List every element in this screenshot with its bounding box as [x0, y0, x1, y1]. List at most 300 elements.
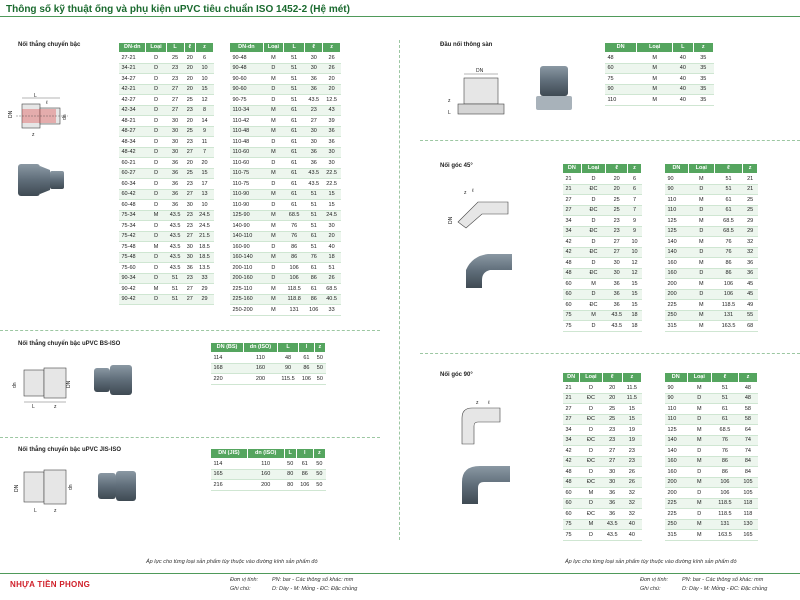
table-cell: 36 [305, 147, 323, 158]
table-cell: M [146, 242, 166, 253]
table-cell: ĐC [580, 393, 602, 404]
reducer-label-L: L [34, 93, 37, 99]
table-cell: 160-140 [230, 252, 264, 263]
table-row [563, 467, 642, 478]
footer-note-right: Ghi chú: D: Dày - M: Mỏng - ĐC: Đặc chủng [640, 586, 768, 592]
table-cell: 110 [665, 414, 688, 425]
table-row [665, 477, 758, 488]
table-cell: 110-90 [230, 189, 264, 200]
table-row [119, 95, 214, 106]
table-cell: 35 [693, 74, 713, 85]
table-row [230, 53, 341, 64]
table-cell: 11 [196, 137, 214, 148]
table-cell: 43.5 [166, 210, 184, 221]
table-cell: 48 [563, 467, 580, 478]
footer-unit-right: Đơn vị tính: PN: bar - Các thông số khác: mm [640, 577, 764, 583]
table-cell: 30 [184, 242, 195, 253]
table-cell: 106 [283, 263, 305, 274]
table-cell: D [146, 200, 166, 211]
table-cell: D [263, 242, 283, 253]
table-row [665, 268, 758, 279]
table-cell: 25 [743, 205, 758, 216]
table-row [605, 63, 714, 74]
table-cell: 160 [247, 469, 284, 480]
table-cell: M [146, 284, 166, 295]
table-cell: 30 [184, 200, 195, 211]
table-cell: D [263, 84, 283, 95]
table-cell: 30 [166, 147, 184, 158]
floor-table [604, 42, 714, 106]
table-cell: 50 [313, 469, 325, 480]
table-cell: D [581, 289, 606, 300]
table-cell: 60-42 [119, 189, 146, 200]
table-cell: D [263, 137, 283, 148]
table-cell: 30 [602, 467, 622, 478]
table-cell: 200 [244, 374, 278, 385]
table-cell: M [263, 231, 283, 242]
table-cell: 36 [166, 158, 184, 169]
table-cell: 27 [166, 105, 184, 116]
table-cell: 20 [184, 116, 195, 127]
table-cell: 40 [622, 519, 641, 530]
table-cell: 110 [665, 195, 689, 206]
table-cell: 8 [196, 105, 214, 116]
table-row [563, 237, 642, 248]
table-cell: 64 [738, 425, 757, 436]
table-cell: 68.5 [323, 284, 341, 295]
table-cell: D [688, 226, 714, 237]
table-cell: M [263, 105, 283, 116]
table-cell: 33 [323, 305, 341, 316]
table-cell: 90 [605, 84, 637, 95]
elbow45-table-right [664, 163, 758, 332]
table-cell: 42-34 [119, 105, 146, 116]
table-cell: 160 [244, 363, 278, 374]
table-cell: 106 [714, 289, 743, 300]
table-cell: 125 [665, 226, 689, 237]
table-cell: 50 [313, 459, 325, 470]
reducer-col-header: ℓ [305, 43, 323, 53]
table-cell: 86 [296, 469, 313, 480]
table-cell: ĐC [580, 414, 602, 425]
table-cell: 61 [283, 189, 305, 200]
table-cell: 200 [665, 279, 689, 290]
table-cell: M [263, 147, 283, 158]
table-row [119, 84, 214, 95]
table-cell: D [581, 174, 606, 185]
table-cell: M [263, 74, 283, 85]
svg-text:ℓ: ℓ [488, 400, 490, 406]
table-cell: 51 [283, 74, 305, 85]
table-row [563, 530, 642, 541]
table-cell: 27 [606, 247, 628, 258]
table-cell: D [687, 509, 711, 520]
table-cell: 75 [563, 530, 580, 541]
table-cell: 43.5 [305, 168, 323, 179]
table-cell: D [146, 189, 166, 200]
table-cell: 60-34 [119, 179, 146, 190]
table-cell: M [688, 216, 714, 227]
table-cell: 51 [305, 200, 323, 211]
table-cell: 23 [622, 446, 641, 457]
table-cell: 140-90 [230, 221, 264, 232]
table-cell: 165 [211, 469, 248, 480]
table-cell: D [580, 467, 602, 478]
table-cell: 25 [743, 195, 758, 206]
table-row [665, 509, 758, 520]
table-cell: D [263, 200, 283, 211]
table-cell: 60 [605, 63, 637, 74]
table-row [230, 74, 341, 85]
table-cell: 60 [563, 498, 580, 509]
footer-note-left: Ghi chú: D: Dày - M: Mỏng - ĐC: Đặc chủng [230, 586, 358, 592]
table-cell: D [687, 393, 711, 404]
table-cell: 32 [743, 247, 758, 258]
table-row [665, 519, 758, 530]
table-cell: 43.5 [166, 221, 184, 232]
table-cell: 25 [606, 195, 628, 206]
table-cell: M [263, 284, 283, 295]
table-row [119, 116, 214, 127]
table-cell: 23 [606, 226, 628, 237]
table-cell: 75-34 [119, 210, 146, 221]
table-cell: 36 [166, 200, 184, 211]
table-cell: 106 [299, 374, 315, 385]
table-cell: 35 [693, 95, 713, 106]
table-cell: 30 [606, 258, 628, 269]
table-cell: 51 [166, 294, 184, 305]
table-cell: 32 [622, 509, 641, 520]
table-cell: 30 [166, 137, 184, 148]
table-row [230, 158, 341, 169]
table-cell: M [687, 498, 711, 509]
table-cell: D [146, 158, 166, 169]
table-cell: 23 [184, 105, 195, 116]
section-title-bs-iso: Nối thẳng chuyển bậc uPVC BS-ISO [18, 341, 121, 347]
table-cell: 9 [628, 216, 642, 227]
table-cell: 30 [606, 268, 628, 279]
table-cell: 110 [665, 404, 688, 415]
table-row [230, 200, 341, 211]
reducer-label-z: z [32, 132, 35, 138]
table-cell: M [687, 519, 711, 530]
table-cell: 27 [602, 446, 622, 457]
table-cell: ĐC [580, 456, 602, 467]
floor-photo [534, 64, 574, 116]
svg-text:L: L [448, 110, 451, 116]
table-cell: D [146, 273, 166, 284]
table-cell: 61 [305, 231, 323, 242]
table-row [230, 252, 341, 263]
table-cell: 160 [665, 456, 688, 467]
table-cell: 225-160 [230, 294, 264, 305]
table-cell: 61 [283, 179, 305, 190]
elbow90-col-header: z [738, 373, 757, 383]
reducer-drawing [8, 92, 78, 142]
table-row [230, 137, 341, 148]
table-row [665, 383, 758, 394]
table-cell: 48-42 [119, 147, 146, 158]
table-cell: 90-48 [230, 63, 264, 74]
table-cell: 42 [563, 237, 582, 248]
table-cell: 27 [563, 414, 580, 425]
table-cell: M [263, 189, 283, 200]
table-cell: 84 [738, 456, 757, 467]
table-cell: 48-21 [119, 116, 146, 127]
table-cell: 86 [305, 273, 323, 284]
table-cell: 34 [563, 226, 582, 237]
table-cell: 86 [283, 252, 305, 263]
table-row [563, 216, 642, 227]
table-cell: 110-48 [230, 126, 264, 137]
table-row [563, 519, 642, 530]
table-row [665, 488, 758, 499]
reducer-col-header: ℓ [184, 43, 195, 53]
table-cell: D [263, 273, 283, 284]
svg-text:L: L [32, 404, 35, 410]
table-cell: 110 [605, 95, 637, 106]
table-cell: 15 [628, 289, 642, 300]
svg-text:L: L [34, 508, 37, 514]
table-cell: 250 [665, 310, 689, 321]
table-cell: D [146, 105, 166, 116]
divider-reducer [0, 330, 380, 331]
table-cell: 61 [711, 404, 738, 415]
table-cell: 34-21 [119, 63, 146, 74]
table-row [211, 459, 326, 470]
jis-iso-col-header: dn (ISO) [247, 449, 284, 459]
table-row [563, 414, 642, 425]
table-cell: 90 [665, 393, 688, 404]
table-cell: 15 [196, 168, 214, 179]
table-cell: M [637, 74, 673, 85]
table-cell: 27 [305, 116, 323, 127]
table-cell: 110 [244, 353, 278, 364]
table-cell: 30 [305, 126, 323, 137]
table-cell: M [688, 310, 714, 321]
table-cell: ĐC [580, 435, 602, 446]
table-cell: D [263, 158, 283, 169]
table-cell: 110-34 [230, 105, 264, 116]
table-cell: M [263, 53, 283, 64]
table-cell: ĐC [581, 184, 606, 195]
table-cell: 30 [305, 53, 323, 64]
table-cell: 200-110 [230, 263, 264, 274]
jis-iso-col-header: DN (JIS) [211, 449, 248, 459]
table-cell: 74 [738, 435, 757, 446]
table-cell: 118.5 [711, 509, 738, 520]
table-cell: 48 [563, 258, 582, 269]
table-cell: 23 [184, 221, 195, 232]
table-cell: 51 [305, 221, 323, 232]
table-cell: 90-42 [119, 294, 146, 305]
table-cell: D [687, 446, 711, 457]
reducer-label-DN: DN [8, 110, 14, 118]
table-cell: 51 [283, 63, 305, 74]
svg-text:DN: DN [476, 68, 484, 74]
table-cell: D [146, 126, 166, 137]
table-cell: 20 [184, 158, 195, 169]
table-row [230, 116, 341, 127]
elbow45-col-header: z [628, 164, 642, 174]
table-row [563, 435, 642, 446]
table-cell: 51 [283, 53, 305, 64]
table-cell: 48-27 [119, 126, 146, 137]
table-cell: 200 [665, 477, 688, 488]
table-cell: 106 [296, 480, 313, 491]
table-cell: 7 [628, 205, 642, 216]
table-cell: 76 [283, 231, 305, 242]
table-row [665, 498, 758, 509]
table-cell: 160 [665, 467, 688, 478]
table-cell: 48 [563, 268, 582, 279]
table-cell: 27 [184, 284, 195, 295]
table-row [665, 310, 758, 321]
reducer-col-header: Loại [263, 43, 283, 53]
table-row [665, 467, 758, 478]
table-cell: 23 [622, 456, 641, 467]
table-cell: 40 [323, 242, 341, 253]
table-cell: 21 [563, 184, 582, 195]
table-cell: 86 [711, 456, 738, 467]
table-row [563, 289, 642, 300]
table-cell: 60 [563, 300, 582, 311]
table-cell: 11.5 [622, 383, 641, 394]
table-cell: 15 [628, 279, 642, 290]
table-cell: 90-60 [230, 74, 264, 85]
table-cell: 75-60 [119, 263, 146, 274]
table-cell: 61 [283, 137, 305, 148]
table-cell: 75 [563, 519, 580, 530]
table-cell: 29 [196, 284, 214, 295]
table-row [665, 300, 758, 311]
table-cell: D [146, 95, 166, 106]
table-row [119, 210, 214, 221]
table-row [605, 53, 714, 64]
table-cell: 90-34 [119, 273, 146, 284]
table-cell: 50 [284, 459, 296, 470]
table-cell: 27 [184, 231, 195, 242]
table-cell: 250-200 [230, 305, 264, 316]
table-cell: 76 [305, 252, 323, 263]
table-cell: 17 [196, 179, 214, 190]
table-cell: D [146, 168, 166, 179]
table-cell: 26 [622, 467, 641, 478]
table-cell: 22.5 [323, 179, 341, 190]
table-cell: 20 [323, 84, 341, 95]
elbow90-drawing [454, 398, 510, 448]
table-row [211, 374, 326, 385]
elbow45-col-header: ℓ [606, 164, 628, 174]
table-cell: M [687, 456, 711, 467]
table-row [230, 231, 341, 242]
table-row [119, 63, 214, 74]
table-cell: 163.5 [714, 321, 743, 332]
table-cell: D [688, 268, 714, 279]
table-cell: D [688, 184, 714, 195]
table-row [563, 393, 642, 404]
table-cell: M [637, 84, 673, 95]
table-cell: D [146, 63, 166, 74]
table-cell: 61 [283, 200, 305, 211]
table-row [230, 168, 341, 179]
title-divider [0, 16, 800, 17]
table-cell: D [688, 289, 714, 300]
table-cell: 118.5 [283, 284, 305, 295]
table-cell: 36 [166, 179, 184, 190]
table-cell: 106 [714, 279, 743, 290]
table-cell: 20 [184, 84, 195, 95]
table-cell: 7 [196, 147, 214, 158]
table-cell: D [581, 258, 606, 269]
elbow90-col-header: Loại [580, 373, 602, 383]
table-cell: 14 [196, 116, 214, 127]
table-cell: 140 [665, 237, 689, 248]
table-cell: 61 [305, 284, 323, 295]
table-cell: D [580, 530, 602, 541]
table-cell: 27 [184, 294, 195, 305]
footnote-right: Áp lực cho từng loại sản phẩm tùy thuộc vào đường kính sản phẩm đó [565, 559, 737, 565]
table-cell: M [688, 279, 714, 290]
table-cell: 75-34 [119, 221, 146, 232]
table-cell: 43.5 [602, 530, 622, 541]
table-cell: 34 [563, 425, 580, 436]
table-cell: 43.5 [606, 321, 628, 332]
svg-text:ℓ: ℓ [472, 188, 474, 194]
table-cell: D [687, 488, 711, 499]
table-row [665, 425, 758, 436]
table-cell: 34 [563, 216, 582, 227]
table-cell: 50 [314, 374, 325, 385]
table-cell: 32 [743, 237, 758, 248]
table-cell: 75-42 [119, 231, 146, 242]
table-cell: 6 [196, 53, 214, 64]
table-cell: D [581, 195, 606, 206]
table-cell: 24.5 [196, 210, 214, 221]
table-cell: 18.5 [196, 242, 214, 253]
table-cell: 60-27 [119, 168, 146, 179]
table-cell: 110-75 [230, 168, 264, 179]
table-cell: 20 [602, 393, 622, 404]
svg-text:DN: DN [66, 380, 72, 388]
table-cell: 118 [738, 498, 757, 509]
table-cell: 86 [714, 258, 743, 269]
column-divider [399, 40, 400, 540]
table-cell: 27 [563, 404, 580, 415]
table-cell: 315 [665, 321, 689, 332]
elbow90-table-left [562, 372, 642, 541]
table-row [230, 84, 341, 95]
table-cell: M [580, 488, 602, 499]
table-row [665, 205, 758, 216]
table-cell: 22.5 [323, 168, 341, 179]
table-cell: M [637, 95, 673, 106]
table-cell: 36 [606, 289, 628, 300]
table-cell: M [580, 519, 602, 530]
table-row [563, 205, 642, 216]
table-cell: M [688, 237, 714, 248]
jis-iso-col-header: z [313, 449, 325, 459]
table-row [230, 305, 341, 316]
table-cell: 43.5 [602, 519, 622, 530]
table-cell: 75 [563, 310, 582, 321]
table-cell: M [637, 53, 673, 64]
table-cell: 75-48 [119, 242, 146, 253]
table-cell: 125 [665, 216, 689, 227]
table-row [230, 294, 341, 305]
reducer-label-l: ℓ [46, 100, 48, 106]
table-cell: 160 [665, 268, 689, 279]
